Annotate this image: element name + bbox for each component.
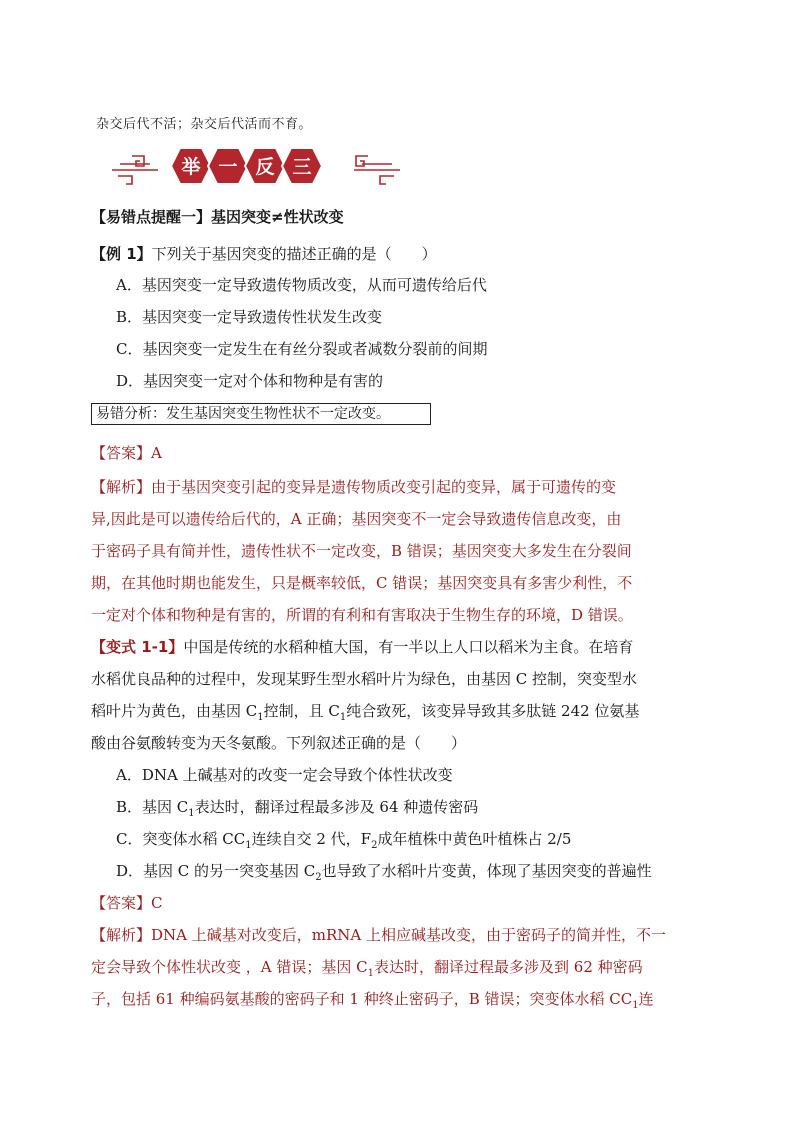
example1-answer-value: A <box>151 444 162 462</box>
subscript: 2 <box>371 840 378 851</box>
option-text: D．基因 C 的另一突变基因 C <box>116 862 316 880</box>
variant1-analysis-line-3 <box>91 989 654 1009</box>
example1-question <box>91 244 437 264</box>
subscript: 1 <box>188 808 195 819</box>
subscript: 1 <box>245 840 252 851</box>
variant1-option-d <box>116 861 652 881</box>
option-text: F <box>360 830 372 848</box>
variant1-analysis-line-1 <box>91 925 666 945</box>
right-ornament <box>354 156 400 184</box>
variant1-analysis-label: 【解析】 <box>91 926 152 944</box>
example1-option-a: A．基因突变一定导致遗传物质改变，从而可遗传给后代 <box>116 276 487 294</box>
banner-char-3: 反 <box>255 156 275 178</box>
analysis-text: 连 <box>638 990 654 1008</box>
example1-option-b: B．基因突变一定导致遗传性状发生改变 <box>116 308 383 326</box>
subscript: 1 <box>339 712 347 723</box>
variant1-stem-line-3 <box>91 701 639 721</box>
subscript: 1 <box>367 968 374 979</box>
variant1-answer-label: 【答案】 <box>91 894 152 912</box>
variant1-stem-line-2: 水稻优良品种的过程中，发现某野生型水稻叶片为绿色，由基因 C 控制，突变型水 <box>91 670 638 688</box>
intro-text: 杂交后代不活；杂交后代活而不育。 <box>96 117 313 132</box>
option-text: C．突变体水稻 CC <box>116 830 246 848</box>
variant1-bracket: 【变式 1-1】 <box>91 638 184 656</box>
subscript: 2 <box>315 872 322 883</box>
error-analysis-box: 易错分析：发生基因突变生物性状不一定改变。 <box>91 403 431 425</box>
example1-question-text: 下列关于基因突变的描述正确的是（ ） <box>151 245 437 263</box>
analysis-text: 定会导致个体性状改变 ，A 错误；基因 C <box>91 958 368 976</box>
variant1-option-a: A．DNA 上碱基对的改变一定会导致个体性状改变 <box>116 766 453 784</box>
analysis-text: 表达时，翻译过程最多涉及到 62 种密码 <box>374 958 643 976</box>
option-text: 成年植株中黄色叶植株占 2/5 <box>377 830 572 848</box>
option-text: 表达时，翻译过程最多涉及 64 种遗传密码 <box>194 798 479 816</box>
stem-text: 稻叶片为黄色，由基因 C <box>91 702 258 720</box>
variant1-option-c <box>116 829 571 849</box>
variant1-stem-line-1 <box>91 637 633 657</box>
analysis-text: DNA 上碱基对改变后，mRNA 上相应碱基改变，由于密码子的简并性，不一 <box>151 926 667 944</box>
example1-answer <box>91 443 162 463</box>
stem-text: 控制，且 C <box>263 702 340 720</box>
stem-text: 中国是传统的水稻种植大国，有一半以上人口以稻米为主食。在培育 <box>183 638 634 656</box>
section-heading: 【易错点提醒一】基因突变≠性状改变 <box>91 208 344 226</box>
variant1-option-b <box>116 797 478 817</box>
example1-analysis-line-5: 一定对个体和物种是有害的，所谓的有利和有害取决于生物生存的环境，D 错误。 <box>91 606 633 624</box>
subscript: 1 <box>257 712 264 723</box>
example1-analysis-line-2: 异,因此是可以遗传给后代的，A 正确；基因突变不一定会导致遗传信息改变，由 <box>91 510 622 528</box>
example1-analysis-line-3: 于密码子具有简并性，遗传性状不一定改变，B 错误；基因突变大多发生在分裂间 <box>91 542 632 560</box>
example1-option-c: C．基因突变一定发生在有丝分裂或者减数分裂前的间期 <box>116 340 488 358</box>
variant1-answer-value: C <box>151 894 163 912</box>
example1-answer-label: 【答案】 <box>91 444 152 462</box>
banner-char-1: 举 <box>181 156 201 178</box>
example1-analysis-line-4: 期，在其他时期也能发生，只是概率较低，C 错误；基因突变具有多害少利性，不 <box>91 574 633 592</box>
example1-option-d: D．基因突变一定对个体和物种是有害的 <box>116 372 384 390</box>
option-text: B．基因 C <box>116 798 189 816</box>
left-ornament <box>112 156 158 184</box>
example1-analysis-line-1 <box>91 477 616 497</box>
example1-bracket: 【例 1】 <box>91 245 152 263</box>
variant1-answer <box>91 893 163 913</box>
variant1-stem-line-4: 酸由谷氨酸转变为天冬氨酸。下列叙述正确的是（ ） <box>91 734 467 752</box>
subscript: 1 <box>632 1000 639 1011</box>
banner-char-4: 三 <box>292 156 312 178</box>
stem-text: 纯合致死，该变异导致其多肽链 242 位氨基 <box>346 702 640 720</box>
analysis-text: 子，包括 61 种编码氨基酸的密码子和 1 种终止密码子，B 错误；突变体水稻 CC <box>91 990 633 1008</box>
analysis-text: 由于基因突变引起的变异是遗传物质改变引起的变异，属于可遗传的变 <box>151 478 617 496</box>
option-text: 连续自交 2 代， <box>251 830 361 848</box>
banner-ju-yi-fan-san <box>110 140 402 192</box>
example1-analysis-label: 【解析】 <box>91 478 152 496</box>
variant1-analysis-line-2 <box>91 957 643 977</box>
banner-char-2: 一 <box>218 156 238 178</box>
option-text: 也导致了水稻叶片变黄，体现了基因突变的普遍性 <box>321 862 652 880</box>
